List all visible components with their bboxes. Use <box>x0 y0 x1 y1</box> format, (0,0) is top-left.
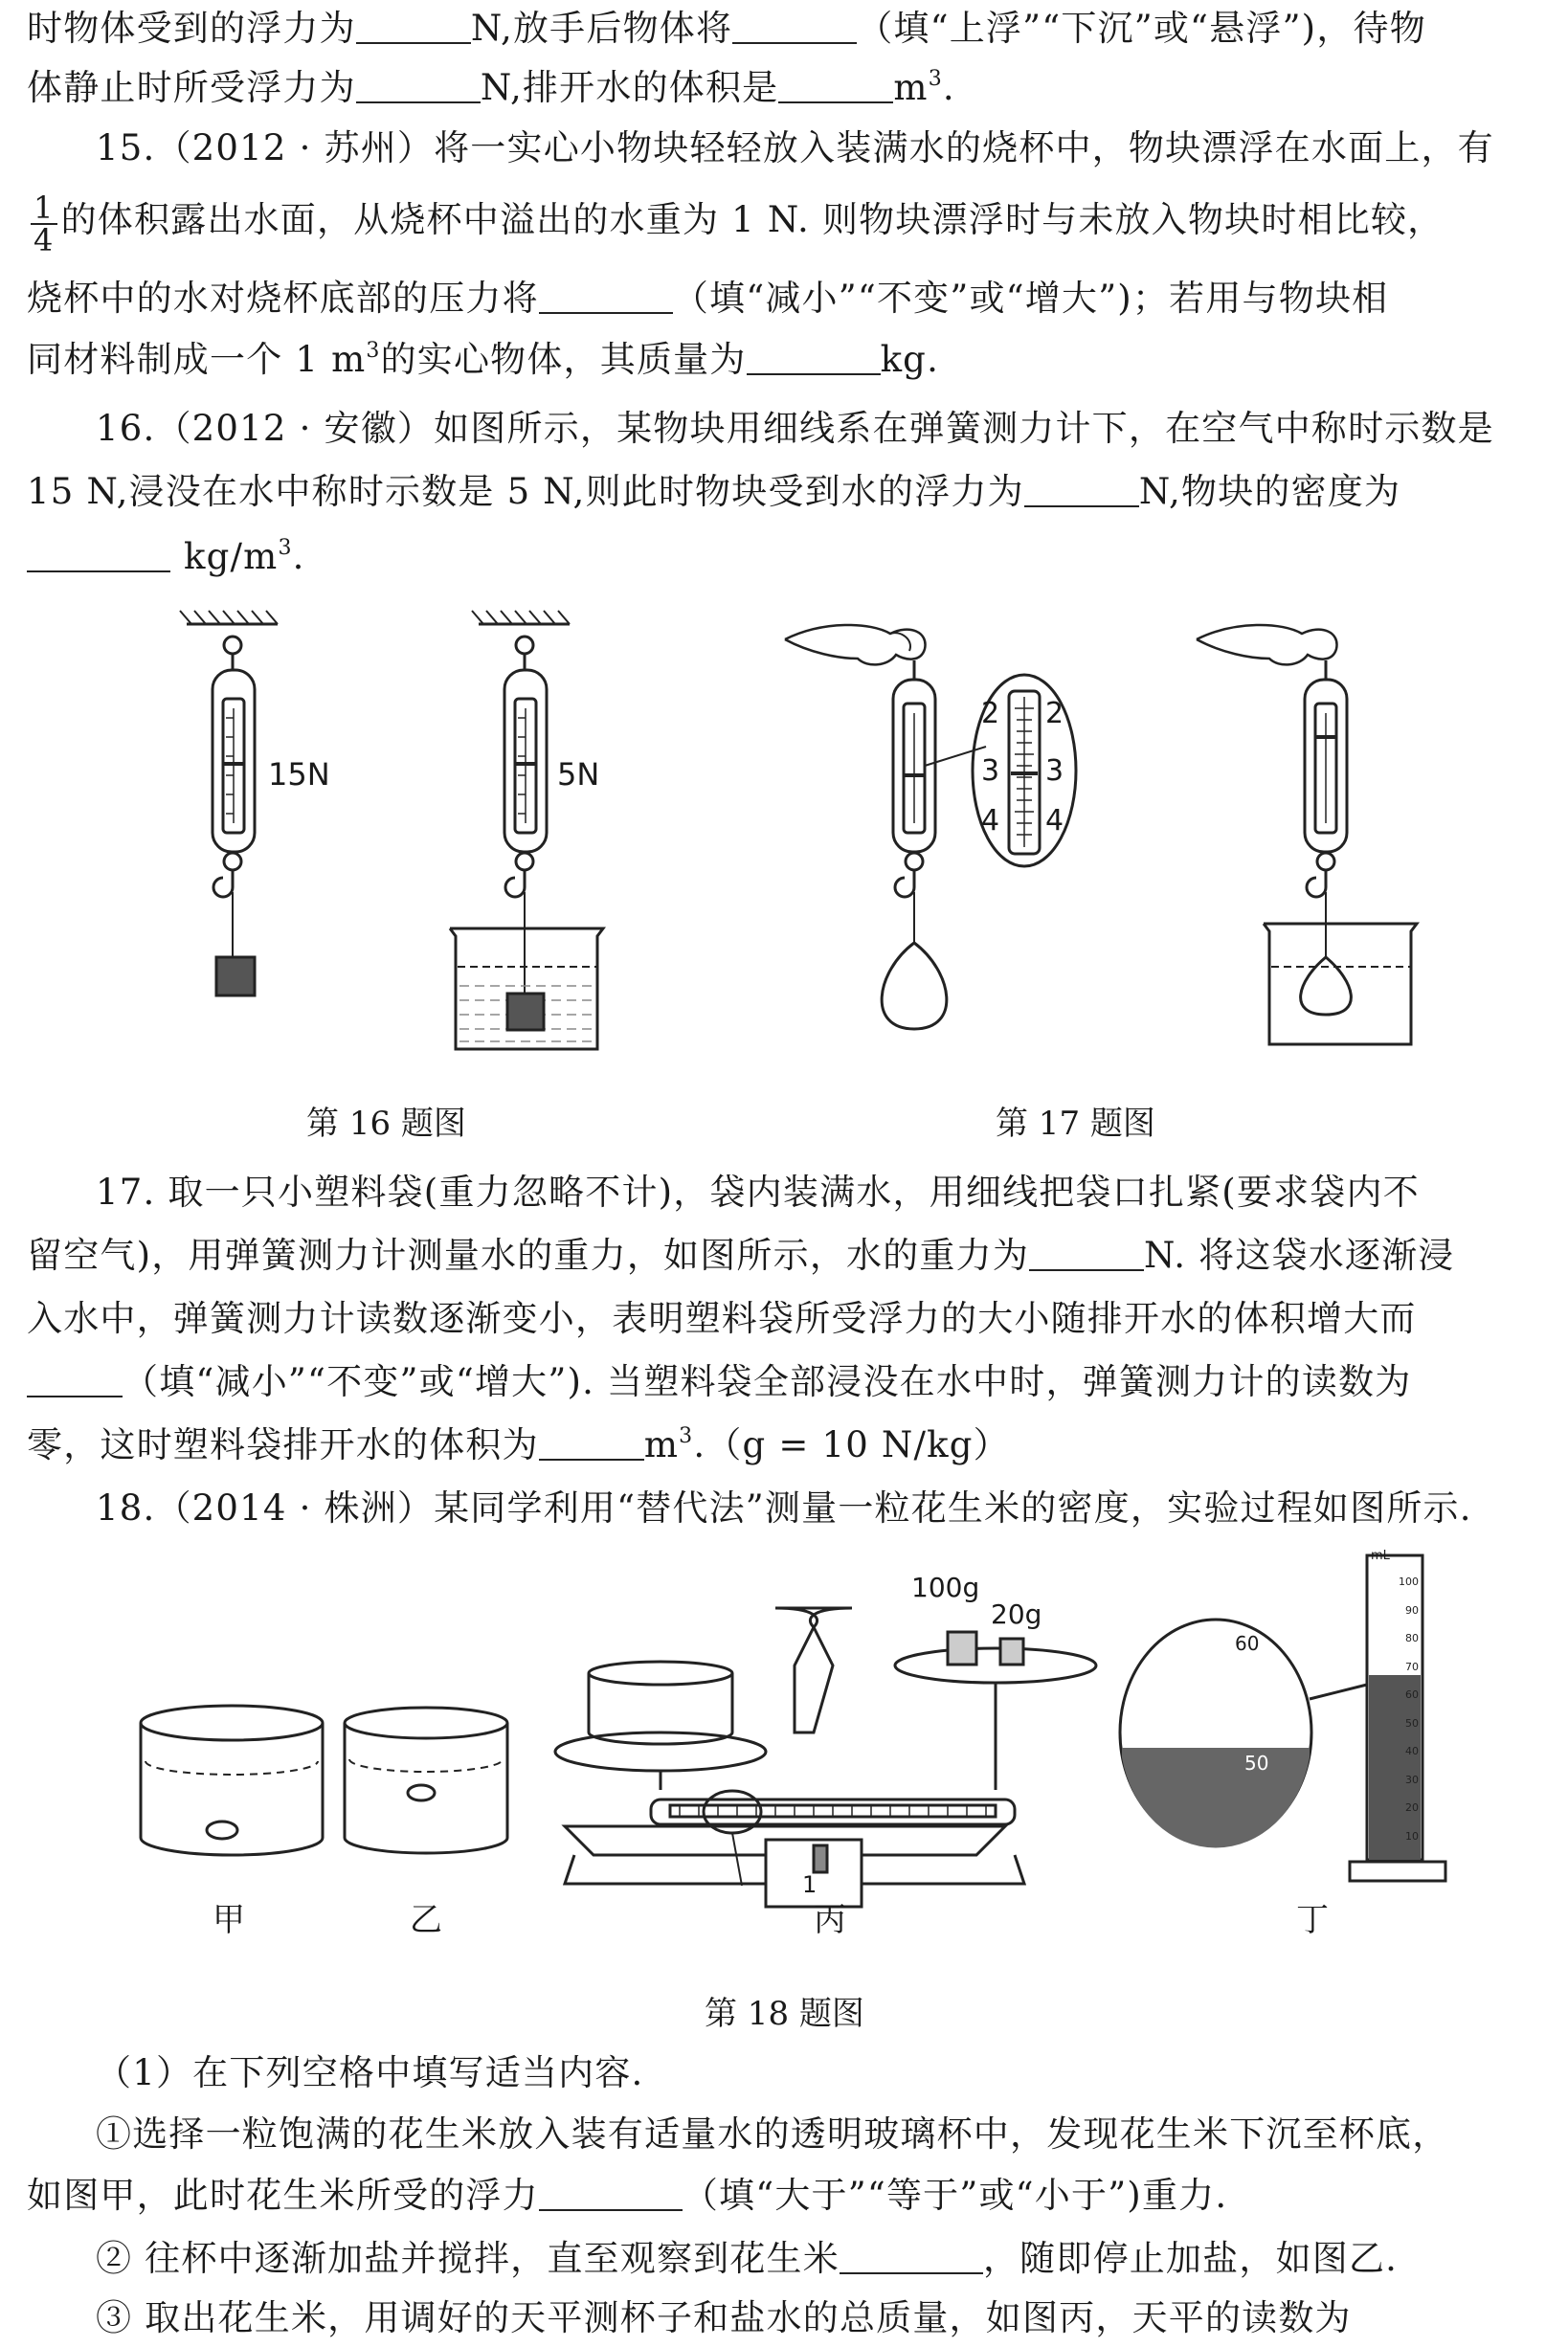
fig17-caption: 第 17 题图 <box>996 1105 1155 1143</box>
text: 的体积露出水面，从烧杯中溢出的水重为 1 N. 则物块漂浮时与未放入物块时相比较， <box>60 199 1445 240</box>
label-yi: 乙 <box>410 1901 442 1939</box>
text: 烧杯中的水对烧杯底部的压力将 <box>27 278 539 319</box>
unit: m <box>643 1424 680 1465</box>
label-jia: 甲 <box>213 1901 245 1939</box>
text: kg. <box>880 339 940 380</box>
q15-line-1: 15.（2012 · 苏州）将一实心小物块轻轻放入装满水的烧杯中，物块漂浮在水面上，有 <box>96 127 1494 168</box>
text: . <box>292 536 305 577</box>
label-ding: 丁 <box>1296 1901 1329 1939</box>
tick-label: 30 <box>1405 1773 1419 1786</box>
text: .（g = 10 N/kg） <box>693 1424 1010 1465</box>
superscript: 3 <box>679 1424 694 1448</box>
zoom-mark-right: 3 <box>1045 754 1064 788</box>
cylinder-ticks <box>1390 1568 1419 1850</box>
text: N,排开水的体积是 <box>480 67 779 108</box>
rider-mark: 1 <box>802 1871 818 1898</box>
spring-scale-air <box>180 611 278 995</box>
label-bing: 丙 <box>814 1901 846 1939</box>
q16-line-1: 16.（2012 · 安徽）如图所示，某物块用细线系在弹簧测力计下，在空气中称时示数是 <box>96 408 1494 449</box>
text: 15 N,浸没在水中称时示数是 5 N,则此时物块受到水的浮力为 <box>27 471 1024 512</box>
spring-scale-bag-air <box>785 625 986 1029</box>
superscript: 3 <box>278 536 293 560</box>
zoom-mark-left: 3 <box>981 754 1000 788</box>
zoom-mark-right: 4 <box>1045 804 1064 838</box>
tick-label: 80 <box>1405 1632 1419 1644</box>
tick-label: 50 <box>1405 1716 1419 1730</box>
text: 如图甲，此时花生米所受的浮力 <box>27 2175 539 2216</box>
fig16-caption: 第 16 题图 <box>306 1105 466 1143</box>
spring-scale-bag-water <box>1197 625 1417 1044</box>
tick-label: 60 <box>1405 1688 1419 1701</box>
zoom-mark-left: 4 <box>981 804 1000 838</box>
q17-line-3: 入水中，弹簧测力计读数逐渐变小，表明塑料袋所受浮力的大小随排开水的体积增大而 <box>27 1298 1417 1339</box>
text: （填“大于”“等于”或“小于”)重力. <box>682 2175 1228 2216</box>
scale-reading-15n: 15N <box>268 756 330 793</box>
unit: kg/m <box>184 536 279 577</box>
tick-label: 70 <box>1405 1660 1419 1673</box>
text: （填“减小”“不变”或“增大”). 当塑料袋全部浸没在水中时，弹簧测力计的读数为 <box>123 1361 1412 1402</box>
unit: m <box>893 67 929 108</box>
tick-label: 100 <box>1399 1576 1419 1588</box>
text: 时物体受到的浮力为 <box>27 8 356 49</box>
text: 的实心物体，其质量为 <box>380 339 747 380</box>
text: ② 往杯中逐渐加盐并搅拌，直至观察到花生米 <box>96 2238 840 2279</box>
text: （填“减小”“不变”或“增大”)；若用与物块相 <box>672 278 1389 319</box>
numerator: 1 <box>31 192 57 225</box>
cylinder-unit: mL <box>1371 1549 1390 1563</box>
q18-line-1: 18.（2014 · 株洲）某同学利用“替代法”测量一粒花生米的密度，实验过程如图所示. <box>96 1487 1472 1529</box>
zoom-mark-left: 2 <box>981 697 1000 730</box>
part1-line: （1）在下列空格中填写适当内容. <box>96 2052 644 2093</box>
tick-label: 40 <box>1405 1745 1419 1757</box>
spring-scale-water <box>450 611 603 1049</box>
denominator: 4 <box>34 222 55 258</box>
q17-line-1: 17. 取一只小塑料袋(重力忽略不计)，袋内装满水，用细线把袋口扎紧(要求袋内不 <box>96 1172 1420 1213</box>
glass-jia <box>141 1706 323 1855</box>
balance-bing <box>555 1608 1096 1907</box>
text: 留空气)，用弹簧测力计测量水的重力，如图所示，水的重力为 <box>27 1235 1030 1276</box>
text: （填“上浮”“下沉”或“悬浮”)，待物 <box>857 8 1426 49</box>
zoom-mark-right: 2 <box>1045 697 1064 730</box>
text: 体静止时所受浮力为 <box>27 67 356 108</box>
text: N,放手后物体将 <box>470 8 733 49</box>
zoom-cyl-50: 50 <box>1244 1752 1269 1775</box>
zoom-cyl-60: 60 <box>1235 1632 1260 1655</box>
tick-label: 90 <box>1405 1603 1419 1617</box>
superscript: 3 <box>366 339 381 363</box>
glass-yi <box>345 1708 507 1853</box>
weight-label-20g: 20g <box>991 1598 1042 1630</box>
weight-label-100g: 100g <box>911 1572 980 1603</box>
tick-label: 10 <box>1405 1829 1419 1843</box>
text: 零，这时塑料袋排开水的体积为 <box>27 1424 539 1465</box>
text: . <box>942 67 955 108</box>
step3-line: ③ 取出花生米，用调好的天平测杯子和盐水的总质量，如图丙，天平的读数为 <box>96 2297 1352 2338</box>
text: ，随即停止加盐，如图乙. <box>982 2238 1399 2279</box>
text: 同材料制成一个 1 m <box>27 339 367 380</box>
text: N. 将这袋水逐渐浸 <box>1144 1235 1455 1276</box>
superscript: 3 <box>928 67 943 91</box>
text: N,物块的密度为 <box>1138 471 1401 512</box>
tick-label: 20 <box>1405 1801 1419 1814</box>
scale-reading-5n: 5N <box>557 756 600 793</box>
step1-line-1: ①选择一粒饱满的花生米放入装有适量水的透明玻璃杯中，发现花生米下沉至杯底， <box>96 2113 1449 2155</box>
fig18-caption: 第 18 题图 <box>705 1995 864 2033</box>
